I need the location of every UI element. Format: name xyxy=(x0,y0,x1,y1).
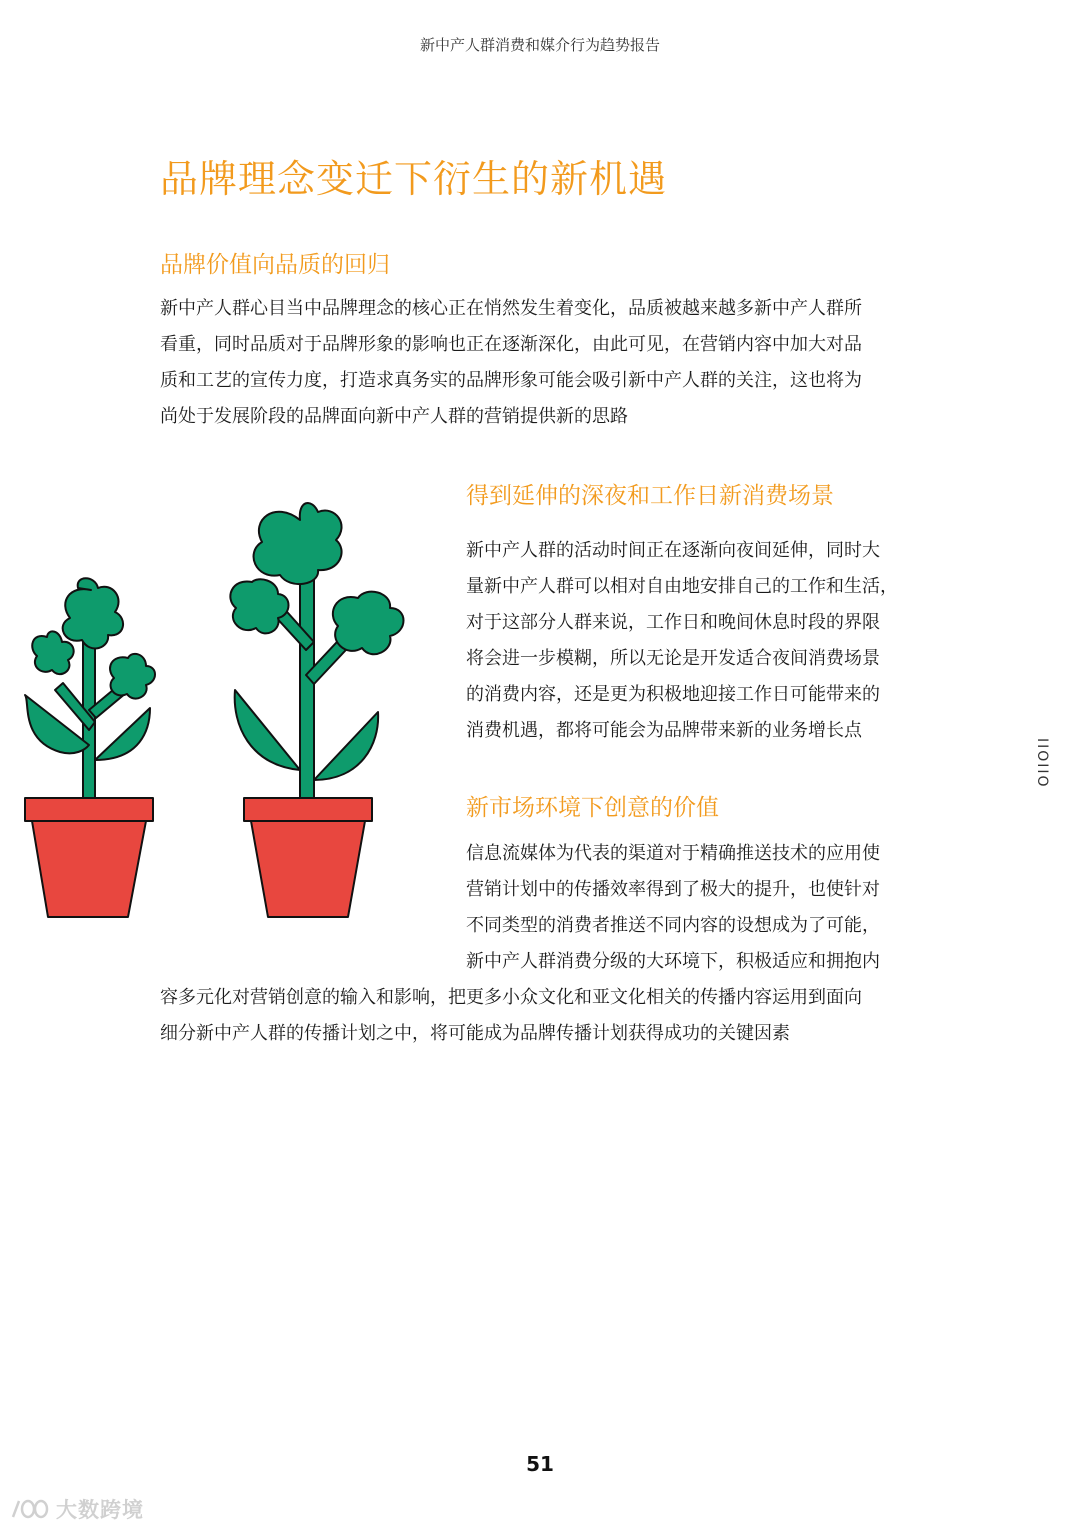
running-header: 新中产人群消费和媒介行为趋势报告 xyxy=(419,36,660,54)
page-number: 51 xyxy=(526,1452,554,1476)
paragraph-line: 看重，同时品质对于品牌形象的影响也正在逐渐深化，由此可见，在营销内容中加大对品 xyxy=(160,334,862,355)
watermark-logo-icon xyxy=(10,1495,50,1523)
section-heading-brand-value: 品牌价值向品质的回归 xyxy=(160,252,390,278)
potted-plants-illustration xyxy=(0,490,440,930)
page-title: 品牌理念变迁下衍生的新机遇 xyxy=(160,157,668,201)
paragraph-brand-value xyxy=(160,291,940,435)
paragraph-line: 容多元化对营销创意的输入和影响，把更多小众文化和亚文化相关的传播内容运用到面向 xyxy=(160,987,862,1008)
paragraph-line: 质和工艺的宣传力度，打造求真务实的品牌形象可能会吸引新中产人群的关注，这也将为 xyxy=(160,370,862,391)
paragraph-line: 将会进一步模糊，所以无论是开发适合夜间消费场景 xyxy=(466,648,880,669)
paragraph-line: 新中产人群的活动时间正在逐渐向夜间延伸，同时大 xyxy=(466,540,880,561)
watermark xyxy=(10,1493,144,1525)
side-mark-text: IIOIIO xyxy=(1034,738,1050,789)
paragraph-line: 信息流媒体为代表的渠道对于精确推送技术的应用使 xyxy=(466,843,880,864)
paragraph-line: 尚处于发展阶段的品牌面向新中产人群的营销提供新的思路 xyxy=(160,406,628,427)
paragraph-night-weekday xyxy=(466,533,936,749)
potted-plant-large-icon xyxy=(230,503,403,917)
paragraph-line: 新中产人群消费分级的大环境下，积极适应和拥抱内 xyxy=(466,951,880,972)
paragraph-line: 对于这部分人群来说，工作日和晚间休息时段的界限 xyxy=(466,612,880,633)
paragraph-line: 量新中产人群可以相对自由地安排自己的工作和生活， xyxy=(466,576,898,597)
potted-plant-small-icon xyxy=(25,578,155,917)
watermark-text: 大数跨境 xyxy=(56,1498,144,1522)
section-heading-creative-value: 新市场环境下创意的价值 xyxy=(466,795,719,821)
paragraph-line: 的消费内容，还是更为积极地迎接工作日可能带来的 xyxy=(466,684,880,705)
paragraph-line: 新中产人群心目当中品牌理念的核心正在悄然发生着变化，品质被越来越多新中产人群所 xyxy=(160,298,862,319)
paragraph-line: 营销计划中的传播效率得到了极大的提升，也使针对 xyxy=(466,879,880,900)
section-heading-night-weekday: 得到延伸的深夜和工作日新消费场景 xyxy=(466,483,834,509)
paragraph-line: 消费机遇，都将可能会为品牌带来新的业务增长点 xyxy=(466,720,862,741)
side-decorative-mark xyxy=(1036,738,1050,798)
paragraph-line: 不同类型的消费者推送不同内容的设想成为了可能， xyxy=(466,915,880,936)
paragraph-line: 细分新中产人群的传播计划之中，将可能成为品牌传播计划获得成功的关键因素 xyxy=(160,1023,790,1044)
